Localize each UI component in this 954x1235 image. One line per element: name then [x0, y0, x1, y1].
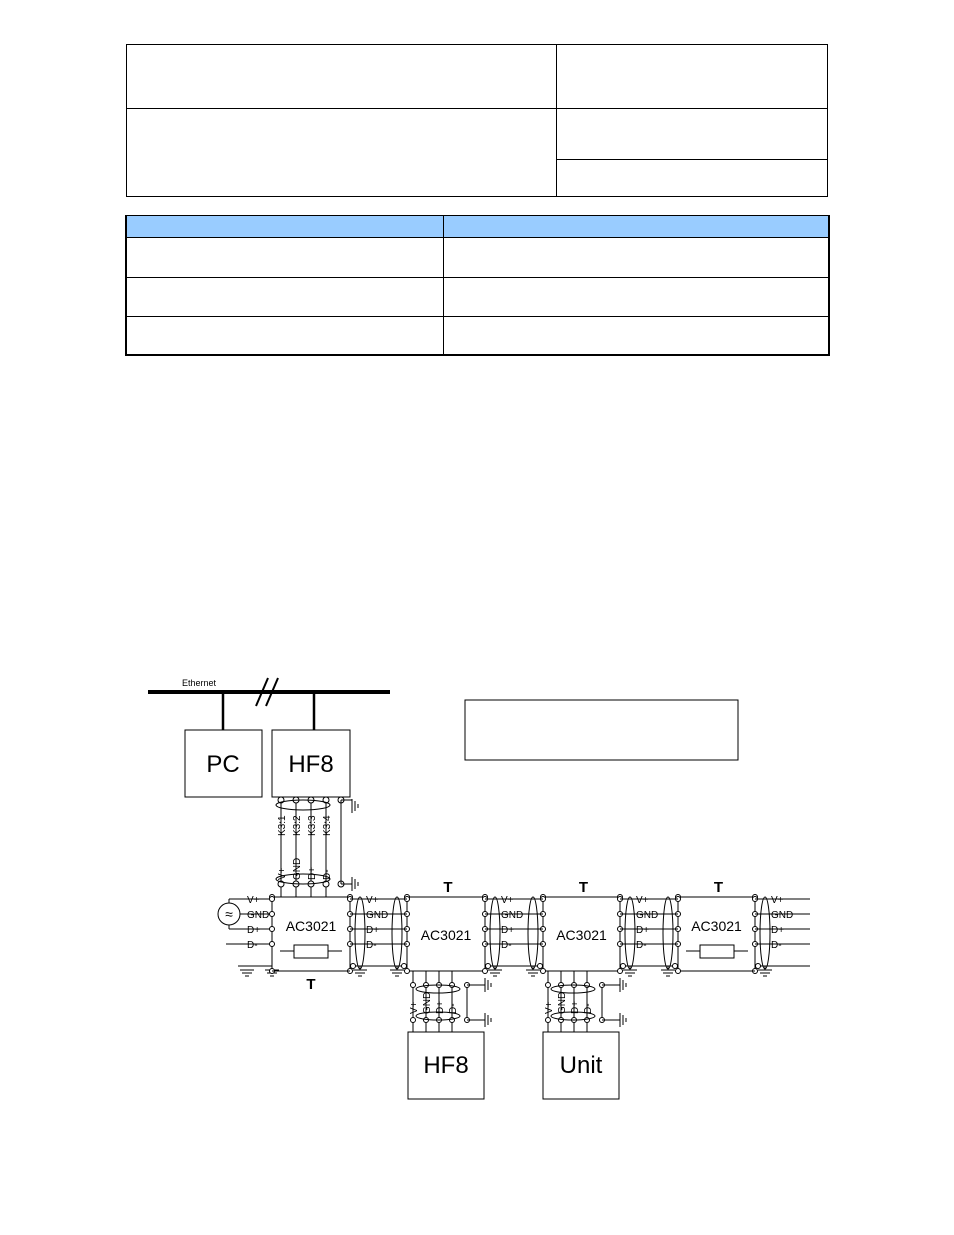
- cable-shield-ellipse: [625, 897, 635, 969]
- terminator-label: T: [443, 879, 453, 896]
- pin-label: V+: [771, 895, 784, 906]
- terminal: [585, 983, 590, 988]
- pin-label: D+: [771, 925, 785, 936]
- terminal: [483, 969, 488, 974]
- terminal: [351, 964, 356, 969]
- ac3021-label: AC3021: [556, 927, 607, 943]
- power-supply-symbol: ≈: [225, 906, 233, 922]
- vertical-pin-label: D-: [448, 1003, 459, 1014]
- cable-shield-ellipse: [663, 897, 673, 969]
- vertical-pin-label: D+: [307, 866, 318, 880]
- terminal: [270, 942, 275, 947]
- terminal: [450, 983, 455, 988]
- hf8-top-label: HF8: [288, 751, 334, 778]
- pin-label: D-: [366, 940, 377, 951]
- terminal: [402, 964, 407, 969]
- info-box: [465, 700, 738, 760]
- pin-label: V+: [247, 895, 260, 906]
- pin-label: V+: [501, 895, 514, 906]
- ac3021-label: AC3021: [285, 918, 337, 934]
- terminal: [270, 897, 275, 902]
- terminal: [270, 927, 275, 932]
- cable-shield-ellipse: [392, 897, 402, 969]
- terminal: [618, 969, 623, 974]
- pin-label: GND: [366, 910, 389, 921]
- terminal: [756, 964, 761, 969]
- pin-label: D+: [366, 925, 380, 936]
- terminator-label: T: [578, 879, 589, 896]
- pin-label: D-: [771, 940, 782, 951]
- pin-label: V+: [366, 895, 379, 906]
- terminator-label: T: [306, 976, 316, 993]
- cable-shield-ellipse: [490, 897, 500, 969]
- cable-shield-ellipse: [760, 897, 770, 969]
- pc-label: PC: [206, 751, 240, 778]
- ethernet-label: Ethernet: [182, 678, 217, 688]
- terminal: [546, 1018, 551, 1023]
- vertical-pin-label: D+: [435, 1000, 446, 1014]
- vertical-pin-label: V+: [277, 867, 288, 880]
- vertical-pin-label: GND: [292, 857, 303, 880]
- vertical-pin-label: D-: [322, 869, 333, 880]
- terminal: [411, 1018, 416, 1023]
- pin-label: D+: [501, 925, 515, 936]
- vertical-pin-label: V+: [544, 1001, 555, 1014]
- terminal: [541, 969, 546, 974]
- terminator-label: T: [713, 879, 724, 896]
- terminal: [486, 964, 491, 969]
- k3-pin-label: K3:4: [322, 815, 333, 836]
- ac3021-module: [678, 897, 755, 971]
- vertical-pin-label: D+: [570, 1000, 581, 1014]
- unit-label: Unit: [559, 1052, 603, 1079]
- pin-label: D-: [501, 940, 512, 951]
- ac3021-label: AC3021: [691, 918, 742, 934]
- k3-pin-label: K3:2: [292, 815, 303, 836]
- pin-label: GND: [771, 910, 794, 921]
- terminal: [450, 1018, 455, 1023]
- cable-shield-ellipse: [276, 800, 330, 810]
- termination-resistor: [700, 945, 734, 958]
- pin-label: D-: [636, 940, 647, 951]
- pin-label: D+: [247, 925, 261, 936]
- ac3021-module: [272, 897, 350, 971]
- pin-label: GND: [636, 910, 659, 921]
- cable-shield-ellipse: [528, 897, 538, 969]
- k3-pin-label: K3:1: [277, 815, 288, 836]
- cable-shield-ellipse: [355, 897, 365, 969]
- pin-label: D-: [247, 940, 258, 951]
- termination-resistor: [294, 945, 328, 958]
- terminal: [585, 1018, 590, 1023]
- pin-label: GND: [247, 910, 270, 921]
- pin-label: V+: [636, 895, 649, 906]
- vertical-pin-label: GND: [557, 991, 568, 1014]
- vertical-pin-label: D-: [583, 1003, 594, 1014]
- vertical-pin-label: GND: [422, 991, 433, 1014]
- pin-label: D+: [636, 925, 650, 936]
- terminal: [673, 964, 678, 969]
- ac3021-label: AC3021: [420, 927, 472, 943]
- hf8-bottom-label: HF8: [423, 1052, 469, 1079]
- terminal: [405, 969, 410, 974]
- terminal: [546, 983, 551, 988]
- pin-label: GND: [501, 910, 524, 921]
- vertical-pin-label: V+: [409, 1001, 420, 1014]
- terminal: [411, 983, 416, 988]
- terminal: [270, 912, 275, 917]
- k3-pin-label: K3:3: [307, 815, 318, 836]
- terminal: [538, 964, 543, 969]
- terminal: [621, 964, 626, 969]
- terminal: [676, 969, 681, 974]
